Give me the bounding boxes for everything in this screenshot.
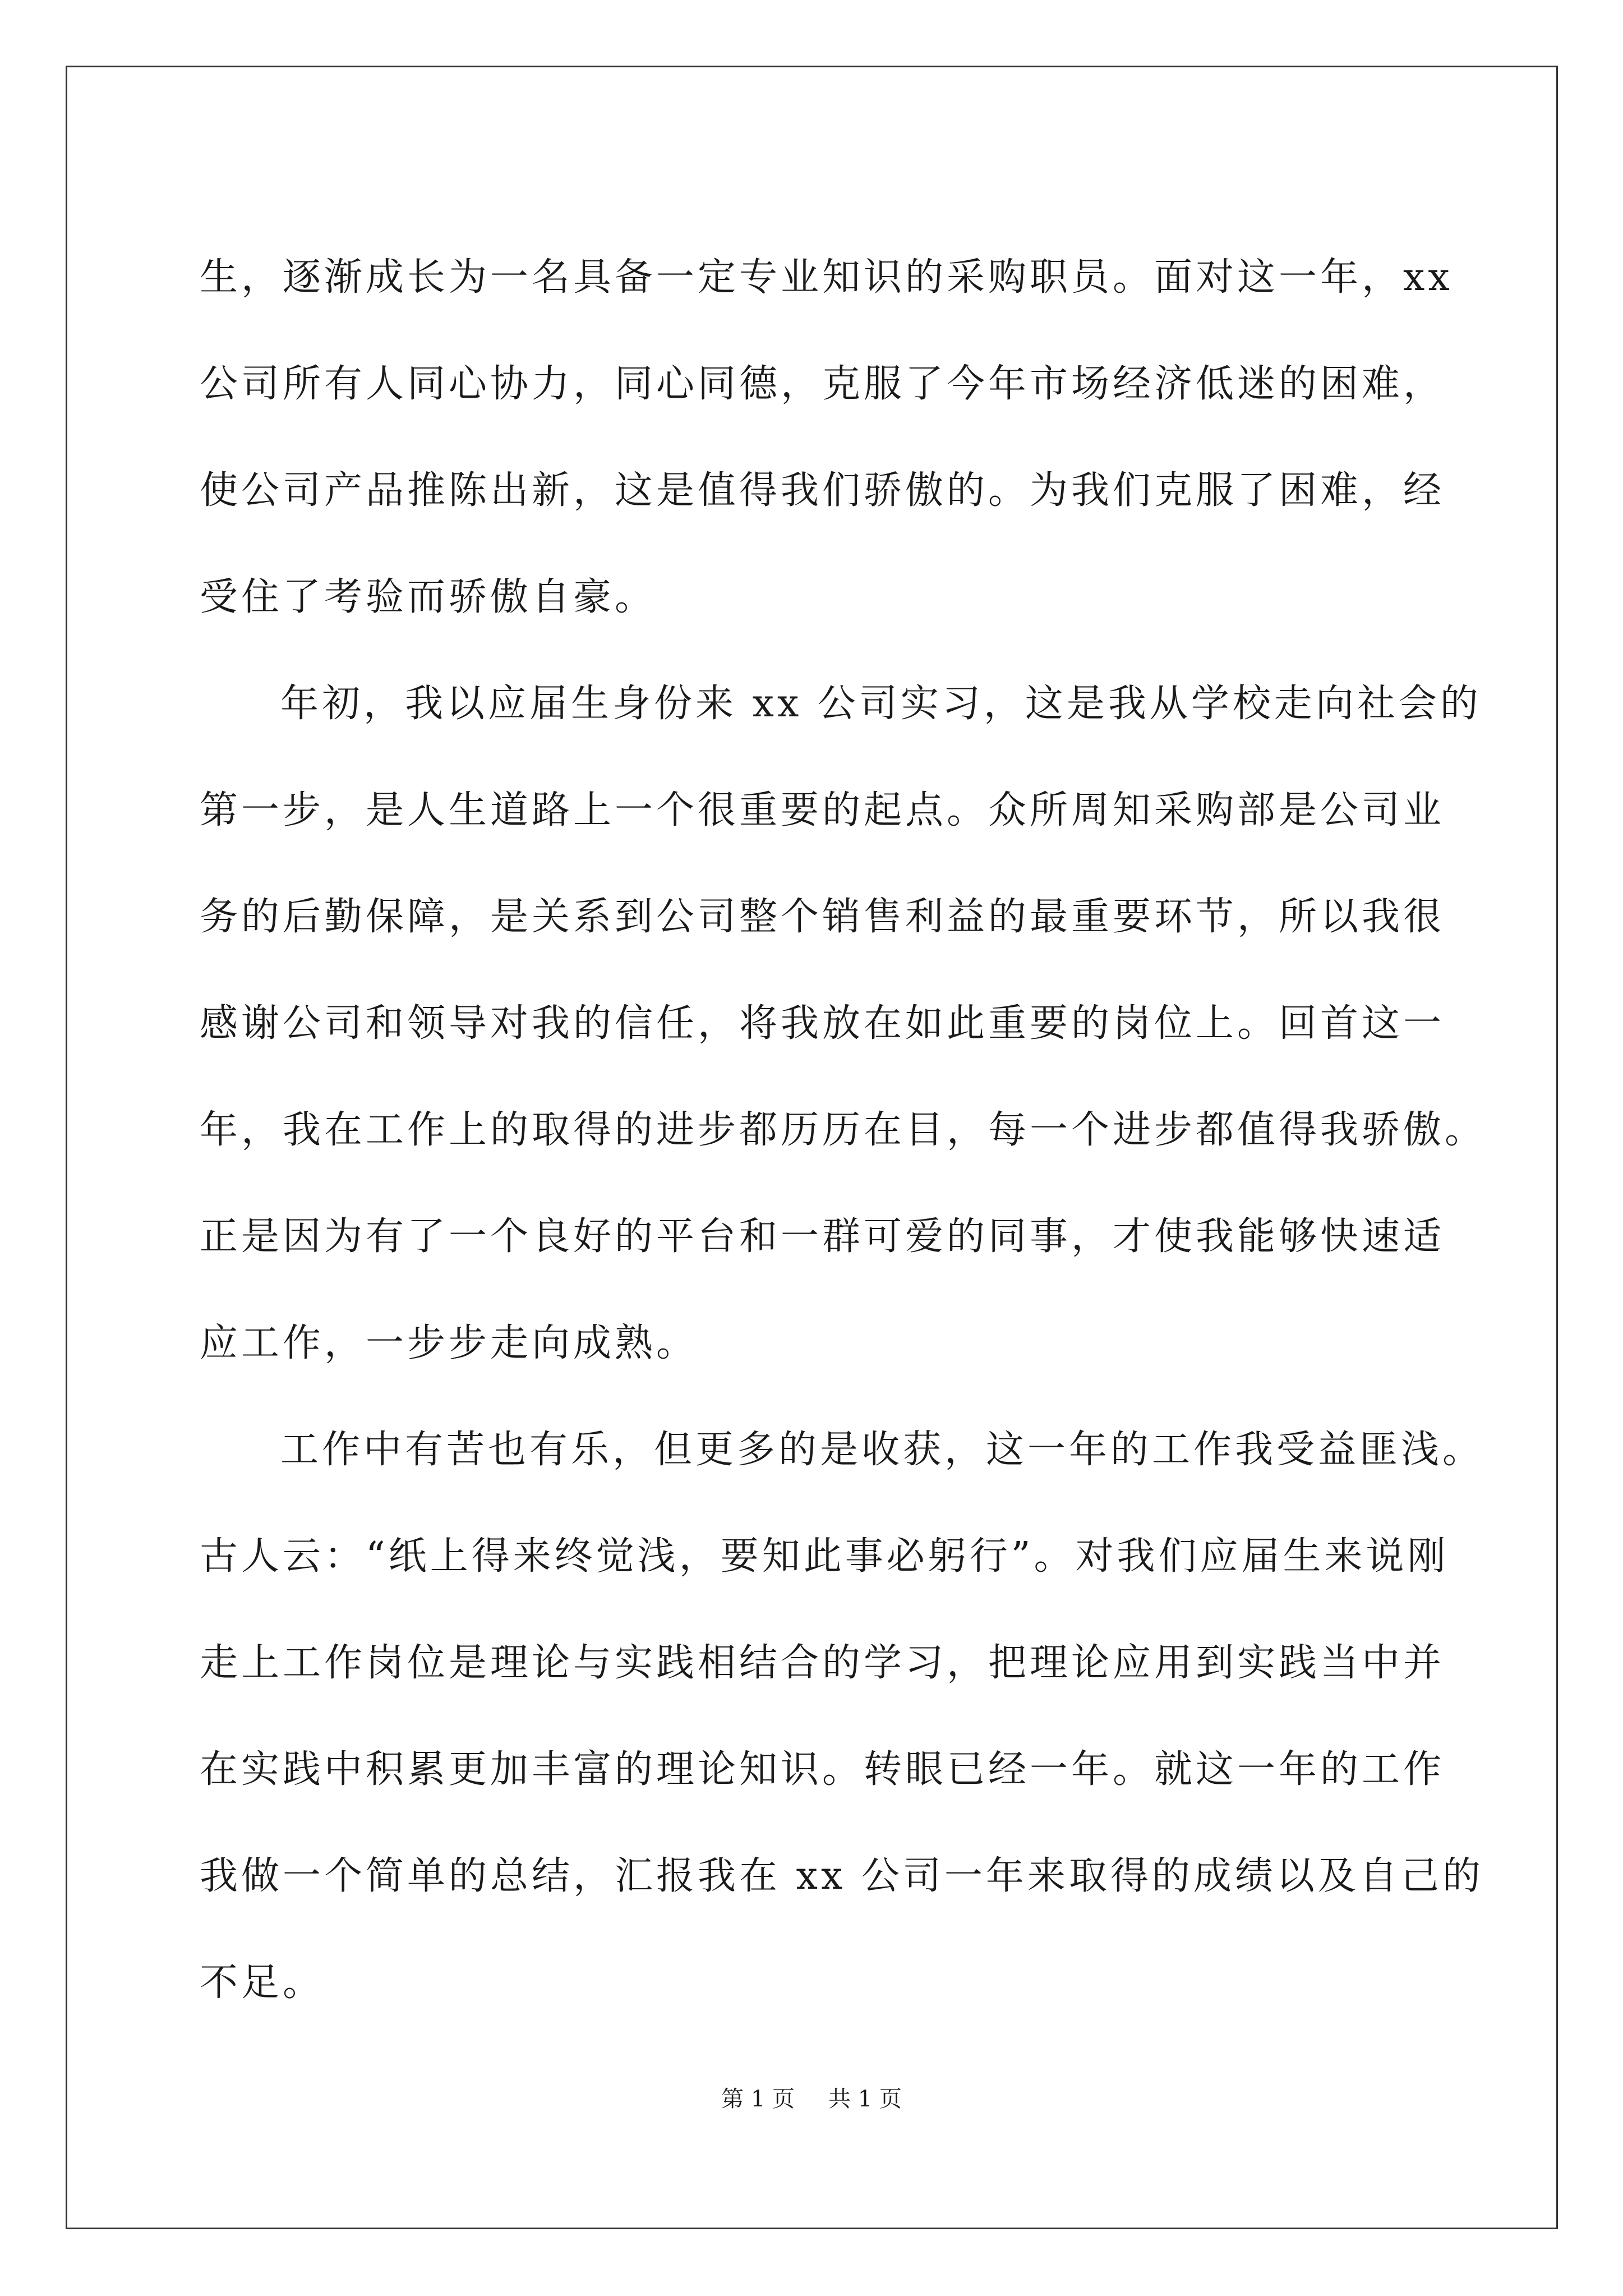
page-total: 共 1 页 [828, 2086, 902, 2112]
text-line: 正是因为有了一个良好的平台和一群可爱的同事，才使我能够快速适 [200, 1214, 1445, 1259]
document-body [200, 224, 1487, 2036]
text-line: 年初，我以应届生身份来 xx 公司实习，这是我从学校走向社会的 [280, 682, 1482, 726]
text-line: 公司所有人同心协力，同心同德，克服了今年市场经济低迷的困难， [200, 362, 1445, 406]
text-line: 年，我在工作上的取得的进步都历历在目，每一个进步都值得我骄傲。 [200, 1108, 1487, 1152]
text-line: 在实践中积累更加丰富的理论知识。转眼已经一年。就这一年的工作 [200, 1747, 1445, 1792]
text-line: 不足。 [200, 1961, 325, 2005]
text-line: 生，逐渐成长为一名具备一定专业知识的采购职员。面对这一年，xx [200, 255, 1453, 300]
text-line: 使公司产品推陈出新，这是值得我们骄傲的。为我们克服了困难，经 [200, 468, 1445, 513]
text-line: 应工作，一步步走向成熟。 [200, 1321, 698, 1365]
text-line: 受住了考验而骄傲自豪。 [200, 575, 657, 619]
text-line: 第一步，是人生道路上一个很重要的起点。众所周知采购部是公司业 [200, 788, 1445, 832]
page-number: 第 1 页 [721, 2086, 795, 2112]
text-line: 古人云：“纸上得来终觉浅，要知此事必躬行”。对我们应届生来说刚 [200, 1534, 1449, 1579]
text-line: 我做一个简单的总结，汇报我在 xx 公司一年来取得的成绩以及自己的 [200, 1854, 1484, 1898]
page-footer [0, 2082, 1623, 2116]
text-line: 走上工作岗位是理论与实践相结合的学习，把理论应用到实践当中并 [200, 1641, 1445, 1685]
text-line: 工作中有苦也有乐，但更多的是收获，这一年的工作我受益匪浅。 [280, 1428, 1484, 1472]
text-line: 务的后勤保障，是关系到公司整个销售利益的最重要环节，所以我很 [200, 895, 1445, 939]
text-line: 感谢公司和领导对我的信任，将我放在如此重要的岗位上。回首这一 [200, 1001, 1445, 1046]
